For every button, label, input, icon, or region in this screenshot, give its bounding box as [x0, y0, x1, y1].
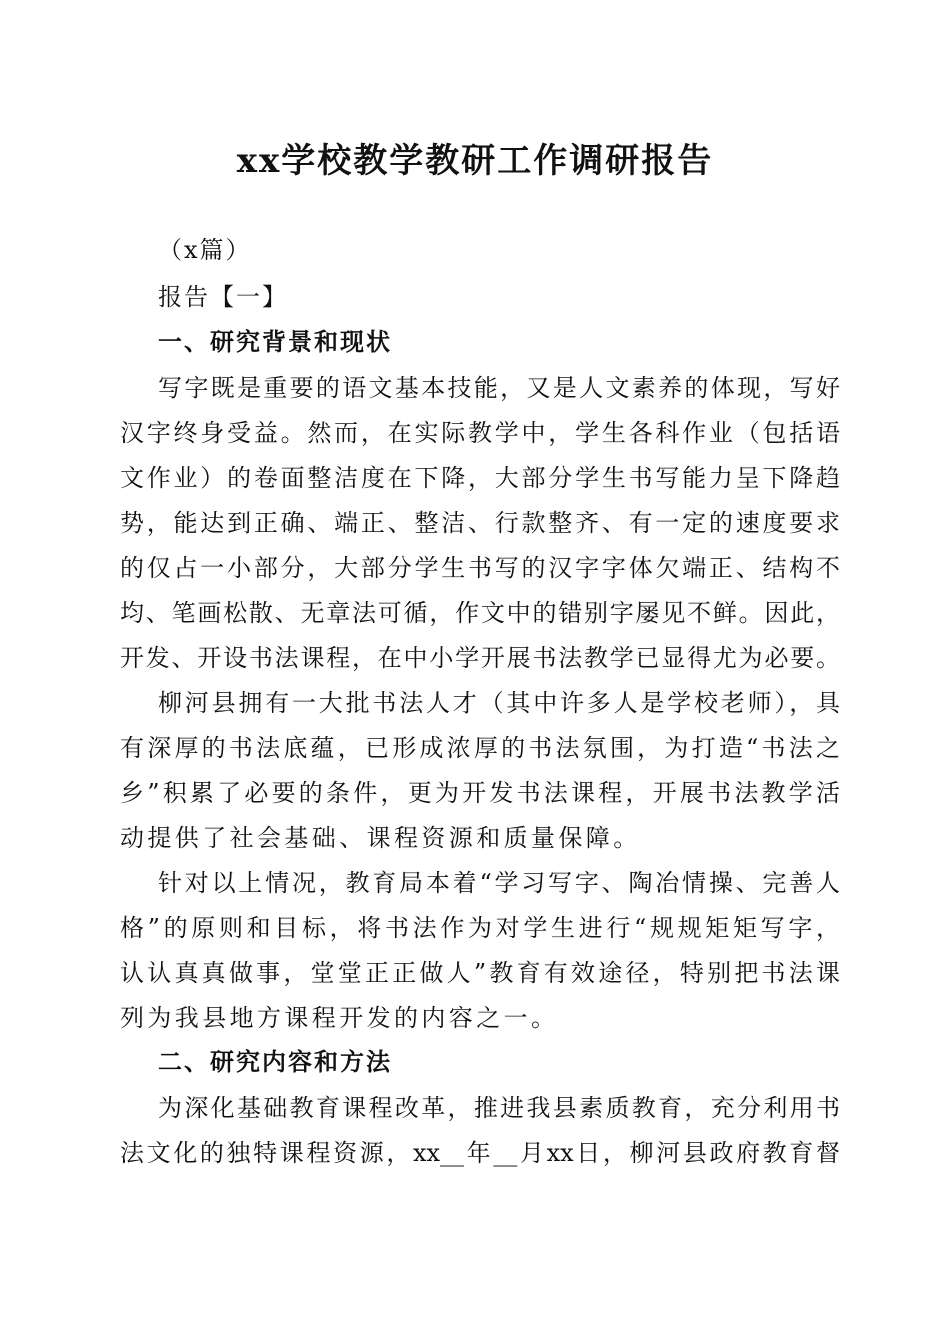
paragraph-line: 开发、开设书法课程，在中小学开展书法教学已显得尤为必要。	[120, 644, 840, 672]
paragraph-line: 势，能达到正确、端正、整洁、行款整齐、有一定的速度要求	[120, 509, 840, 537]
section-1-heading: 一、研究背景和现状	[158, 328, 392, 356]
paragraph-line: 有深厚的书法底蕴，已形成浓厚的书法氛围，为打造“书法之	[120, 734, 840, 762]
paragraph-line: 格”的原则和目标，将书法作为对学生进行“规规矩矩写字，	[120, 914, 840, 942]
paragraph-line: 乡”积累了必要的条件，更为开发书法课程，开展书法教学活	[120, 779, 840, 807]
document-title: xx学校教学教研工作调研报告	[236, 141, 714, 181]
paragraph-line: 动提供了社会基础、课程资源和质量保障。	[120, 824, 641, 852]
paragraph-line: 汉字终身受益。然而，在实际教学中，学生各科作业（包括语	[120, 419, 840, 447]
paragraph-line: 列为我县地方课程开发的内容之一。	[120, 1004, 559, 1032]
paragraph-line: 法文化的独特课程资源，xx__年__月xx日，柳河县政府教育督	[120, 1139, 840, 1167]
paragraph-line: 文作业）的卷面整洁度在下降，大部分学生书写能力呈下降趋	[120, 464, 840, 492]
paragraph-line: 为深化基础教育课程改革，推进我县素质教育，充分利用书	[158, 1094, 840, 1122]
section-2-heading: 二、研究内容和方法	[158, 1048, 392, 1076]
paragraph-line: 柳河县拥有一大批书法人才（其中许多人是学校老师），具	[158, 689, 840, 717]
count-note: （x篇）	[158, 236, 252, 264]
paragraph-line: 写字既是重要的语文基本技能，又是人文素养的体现，写好	[158, 374, 840, 402]
paragraph-line: 认认真真做事，堂堂正正做人”教育有效途径，特别把书法课	[120, 959, 840, 987]
paragraph-line: 均、笔画松散、无章法可循，作文中的错别字屡见不鲜。因此，	[120, 599, 840, 627]
paragraph-line: 的仅占一小部分，大部分学生书写的汉字字体欠端正、结构不	[120, 554, 840, 582]
paragraph-line: 针对以上情况，教育局本着“学习写字、陶冶情操、完善人	[158, 869, 840, 897]
report-label: 报告【一】	[158, 283, 288, 311]
